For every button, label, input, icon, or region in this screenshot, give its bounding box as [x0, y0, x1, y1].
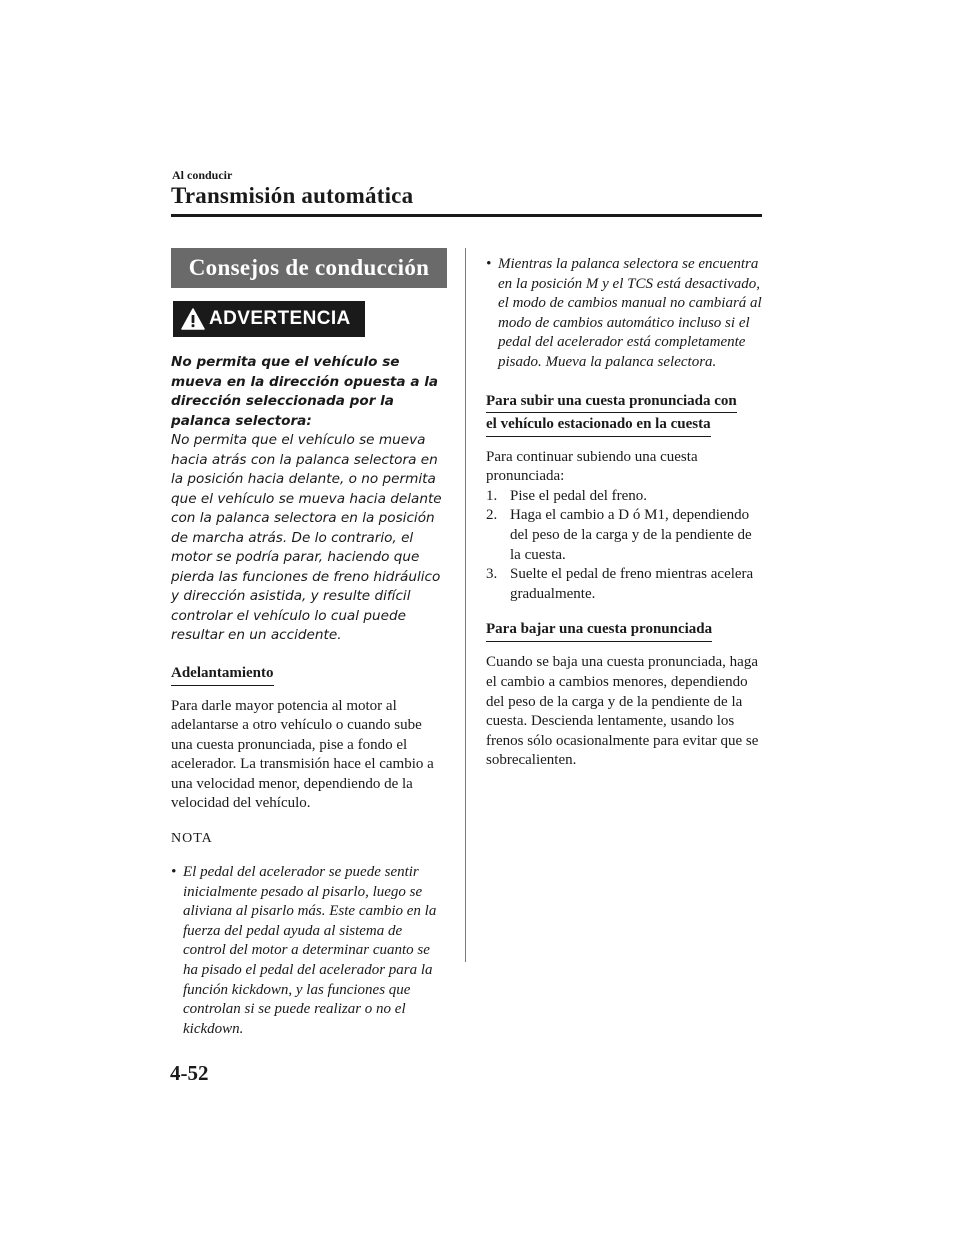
title-rule [171, 214, 762, 217]
left-column [171, 248, 447, 1039]
subir-steps [486, 487, 762, 605]
bajar-body: Cuando se baja una cuesta pronunciada, haga el cambio a cambios menores, dependiendo del peso de la carga y de la pendiente de la cuesta. Descienda lentamente, usando los frenos sólo ocasionalmente para evitar que se sobrecalienten. [486, 654, 759, 769]
step-item: 2. Haga el cambio a D ó M1, dependiendo del peso de la carga y de la pendiente de la cuesta. [486, 507, 752, 563]
step-item: 1. Pise el pedal del freno. [486, 487, 648, 504]
nota-bullet-text: El pedal del acelerador se puede sentir inicialmente pesado al pisarlo, luego se aliviana al pisarlo más. Este cambio en la fuerza del pedal ayuda al sistema de control del motor a determinar cuanto se ha pisado el pedal del acelerador para la función kickdown, y las funciones que controlan si se puede realizar o no el kickdown. [183, 864, 437, 1037]
nota-label: NOTA [171, 831, 213, 847]
section-banner: Consejos de conducción [171, 248, 447, 288]
subir-heading-line2: el vehículo estacionado en la cuesta [486, 415, 711, 437]
warning-heading: No permita que el vehículo se mueva en la dirección opuesta a la dirección seleccionada por la palanca selectora: [171, 354, 439, 429]
right-column [486, 255, 762, 771]
warning-label-text: ADVERTENCIA [209, 308, 351, 329]
column-divider [465, 248, 466, 962]
bullet-glyph: • [486, 256, 492, 272]
tcs-bullet-text: Mientras la palanca selectora se encuentra en la posición M y el TCS está desactivado, el modo de cambios manual no cambiará al modo de cambios automático incluso si el pedal del acelerador está completamente pisado. Mueva la palanca selectora. [498, 256, 762, 370]
warning-body: No permita que el vehículo se mueva hacia atrás con la palanca selectora en la posición hacia delante, o no permita que el vehículo se mueva hacia delante con la palanca selectora en la posición de marcha atrás. De lo contrario, el motor se podría parar, haciendo que pierda las funciones de freno hidráulico y dirección asistida, y resulte difícil controlar el vehículo lo cual puede resultar en un accidente. [171, 432, 442, 643]
section-label: Al conducir [172, 168, 233, 182]
adelantamiento-heading: Adelantamiento [171, 664, 274, 686]
warning-triangle-icon [181, 308, 205, 330]
page-number: 4-52 [170, 1061, 209, 1085]
bullet-glyph: • [171, 864, 177, 881]
nota-bullet [171, 863, 447, 1039]
page-title: Transmisión automática [171, 183, 414, 208]
warning-label [173, 301, 365, 337]
subir-intro: Para continuar subiendo una cuesta pronunciada: [486, 448, 698, 485]
tcs-bullet [486, 255, 762, 373]
step-item: 3. Suelte el pedal de freno mientras acelera gradualmente. [486, 566, 754, 602]
subir-heading-line1: Para subir una cuesta pronunciada con [486, 392, 737, 413]
adelantamiento-body: Para darle mayor potencia al motor al adelantarse a otro vehículo o cuando sube una cuesta pronunciada, pise a fondo el acelerador. La transmisión hace el cambio a una velocidad menor, dependiendo de la velocidad del vehículo. [171, 697, 434, 812]
bajar-heading: Para bajar una cuesta pronunciada [486, 620, 712, 642]
